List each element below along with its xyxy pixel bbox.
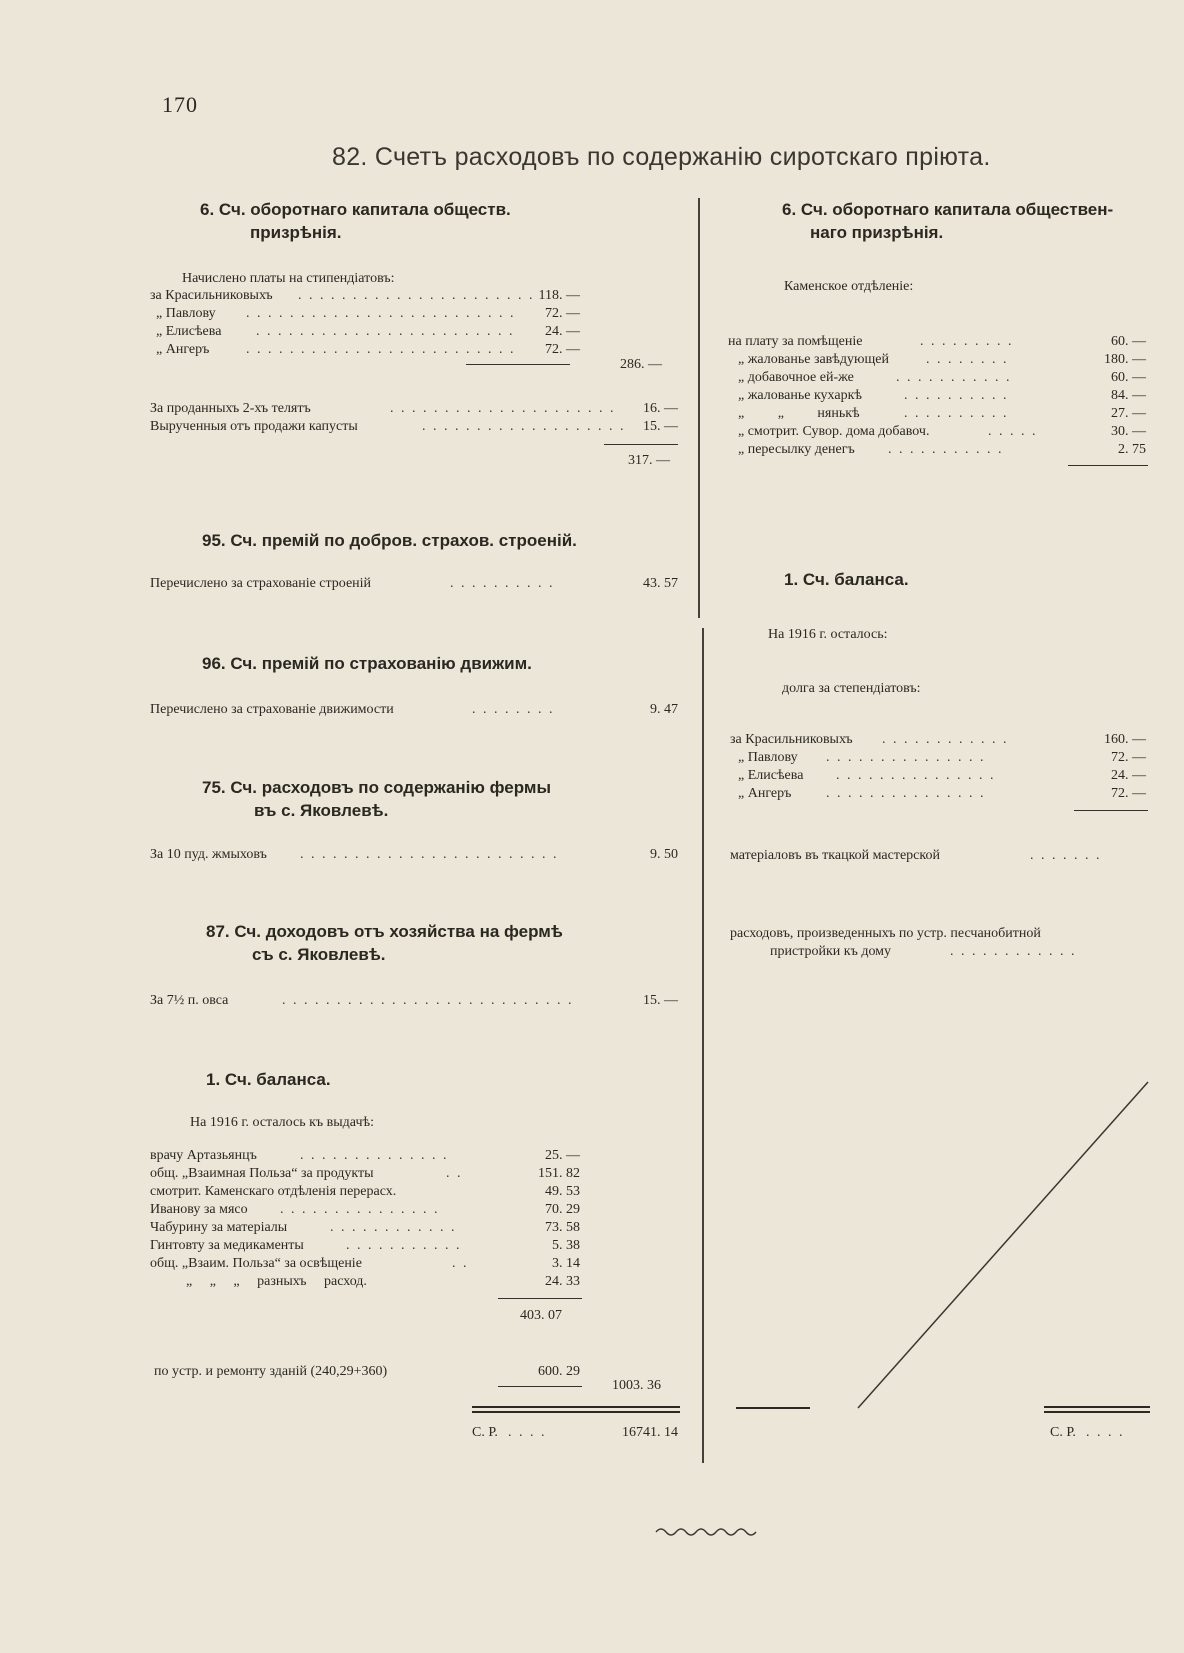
ledger-value: 73. 58 — [545, 1220, 580, 1235]
left-s87-heading: 87. Сч. доходовъ отъ хозяйства на фермѣ съ с. Яковлевѣ. — [206, 922, 563, 964]
left-s75-row: За 10 пуд. жмыховъ . . . . . . . . . . . . . . . . . . . . . . . . 9. 50 — [150, 847, 678, 862]
right-closing-rule-1 — [1044, 1406, 1150, 1408]
ledger-value: 15. — — [643, 419, 678, 434]
ledger-value: 72. — — [1111, 786, 1146, 801]
ledger-label: „ Елисѣева — [738, 768, 804, 783]
ledger-label: Иванову за мясо — [150, 1202, 248, 1217]
left-s1-rows: врачу Артазьянцъ . . . . . . . . . . . . . . 25. — общ. „Взаимная Польза“ за продукты . . 151. 82 смотрит. Каменскаго отдѣленія перерасх. 49. 53 Иванову за мясо . . . . . . . . . . . . . . . 70. 29 Чабурину за матеріалы . . . . . . . . . . . . 73. 58 Гинтовту за медикаменты . . . . . . . . . . . 5. 38 общ. „Взаим. Польза“ за освѣщеніе . . 3. 14 „ „ „ разныхъ расход. 24. 33 — [150, 1148, 580, 1289]
right-s1-rows: за Красильниковыхъ . . . . . . . . . . . . 160. — „ Павлову . . . . . . . . . . . . . . . 72. — „ Елисѣева . . . . . . . . . . . . . . . 24. — „ Ангеръ . . . . . . . . . . . . . . . 72. — — [730, 732, 1146, 801]
right-s1-heading: 1. Сч. баланса. — [784, 570, 909, 589]
ledger-label: „ „ „ разныхъ расход. — [186, 1274, 367, 1289]
left-s6-rows: за Красильниковыхъ . . . . . . . . . . . . . . . . . . . . . . 118. — „ Павлову . . . . . . . . . . . . . . . . . . . . . . . . . 72. — „ Елисѣева . . . . . . . . . . . . . . . . . . . . . . . . 24. — „ Ангеръ . . . . . . . . . . . . . . . . . . . . . . . . . 72. — — [150, 288, 580, 357]
ledger-label: Чабурину за матеріалы — [150, 1220, 288, 1235]
ledger-label: за Красильниковыхъ — [150, 288, 273, 303]
ledger-label: Перечислено за страхованіе движимости — [150, 702, 394, 717]
ledger-label: За 10 пуд. жмыховъ — [150, 847, 267, 862]
ledger-label: на плату за помѣщеніе — [728, 334, 863, 349]
ledger-label: За 7½ п. овса — [150, 993, 229, 1008]
ledger-label: „ жалованье завѣдующей — [738, 352, 889, 367]
ledger-value: 60. — — [1111, 370, 1146, 385]
ledger-value: 72. — — [545, 342, 580, 357]
ledger-value: 43. 57 — [643, 576, 678, 591]
ledger-value: 600. 29 — [538, 1364, 580, 1379]
ledger-value: 60. — — [1111, 334, 1146, 349]
left-s6-extra: За проданныхъ 2-хъ телятъ . . . . . . . . . . . . . . . . . . . . . 16. — Вырученныя отъ продажи капусты . . . . . . . . . . . . . . . . . . . 15. — — [150, 401, 678, 434]
right-s1-expenses: расходовъ, произведенныхъ по устр. песчанобитной пристройки къ дому . . . . . . . . . . . . — [730, 926, 1077, 959]
ledger-value: 84. — — [1111, 388, 1146, 403]
sr-label: С. Р. — [1050, 1425, 1076, 1440]
ledger-value: 5. 38 — [552, 1238, 580, 1253]
left-sr: С. Р. . . . . 16741. 14 — [472, 1425, 678, 1440]
ledger-value: 3. 14 — [552, 1256, 580, 1271]
right-s1-intro: На 1916 г. осталось: — [768, 627, 888, 642]
ledger-label: „ добавочное ей-же — [738, 370, 854, 385]
ledger-value: 72. — — [1111, 750, 1146, 765]
ledger-value: 2. 75 — [1118, 442, 1146, 457]
ledger-label: врачу Артазьянцъ — [150, 1148, 257, 1163]
left-s95-heading: 95. Сч. премій по добров. страхов. строеній. — [202, 531, 577, 550]
ornament-squiggle — [654, 1526, 764, 1538]
right-left-closing-rule — [736, 1407, 810, 1409]
right-s1-materials: матеріаловъ въ ткацкой мастерской . . . . . . . — [730, 848, 1102, 863]
ledger-value: 160. — — [1104, 732, 1146, 747]
page-number: 170 — [162, 92, 198, 117]
ledger-value: 24. — — [1111, 768, 1146, 783]
right-s1-subintro: долга за степендіатовъ: — [782, 681, 921, 696]
left-s6-intro: Начислено платы на стипендіатовъ: — [182, 271, 395, 286]
ledger-value: 24. — — [545, 324, 580, 339]
ledger-value: 180. — — [1104, 352, 1146, 367]
ledger-value: 15. — — [643, 993, 678, 1008]
left-s1-heading: 1. Сч. баланса. — [206, 1070, 331, 1089]
ledger-value: 70. 29 — [545, 1202, 580, 1217]
right-sr: С. Р. . . . . — [1050, 1425, 1125, 1440]
ledger-label: пристройки къ дому — [770, 944, 892, 959]
right-s6-intro: Каменское отдѣленіе: — [784, 279, 914, 294]
ledger-label: расходовъ, произведенныхъ по устр. песчанобитной — [730, 926, 1041, 941]
left-s6-subtotal: 286. — — [620, 357, 662, 372]
ledger-label: матеріаловъ въ ткацкой мастерской — [730, 848, 940, 863]
sr-label: С. Р. — [472, 1425, 498, 1440]
ledger-label: „ Павлову — [738, 750, 798, 765]
left-s1-subtotal: 403. 07 — [520, 1308, 562, 1323]
ledger-value: 30. — — [1111, 424, 1146, 439]
ledger-label: „ Ангеръ — [738, 786, 792, 801]
ledger-label: „ смотрит. Сувор. дома добавоч. — [738, 424, 930, 439]
ledger-label: общ. „Взаим. Польза“ за освѣщеніе — [150, 1256, 362, 1271]
ledger-value: 16. — — [643, 401, 678, 416]
left-s6-total: 317. — — [628, 453, 670, 468]
ledger-label: Гинтовту за медикаменты — [150, 1238, 304, 1253]
ledger-label: за Красильниковыхъ — [730, 732, 853, 747]
ledger-label: За проданныхъ 2-хъ телятъ — [150, 401, 311, 416]
ledger-value: 27. — — [1111, 406, 1146, 421]
left-s1-intro: На 1916 г. осталось къ выдачѣ: — [190, 1115, 374, 1130]
page-title: 82. Счетъ расходовъ по содержанію сиротскаго пріюта. — [332, 143, 991, 171]
left-s6-heading: 6. Сч. оборотнаго капитала обществ. призрѣнія. — [200, 200, 511, 242]
ledger-label: „ Ангеръ — [156, 342, 210, 357]
ledger-value: 25. — — [545, 1148, 580, 1163]
ledger-value: 72. — — [545, 306, 580, 321]
sr-value: 16741. 14 — [622, 1425, 678, 1440]
ledger-value: 9. 47 — [650, 702, 678, 717]
left-s96-row: Перечислено за страхованіе движимости . . . . . . . . 9. 47 — [150, 702, 678, 717]
ledger-label: по устр. и ремонту зданій (240,29+360) — [154, 1364, 388, 1379]
ledger-label: Перечислено за страхованіе строеній — [150, 576, 372, 591]
ledger-value: 49. 53 — [545, 1184, 580, 1199]
right-s6-heading: 6. Сч. оборотнаго капитала обществен- наго призрѣнія. — [782, 200, 1114, 242]
ledger-label: „ жалованье кухаркѣ — [738, 388, 862, 403]
ledger-value: 9. 50 — [650, 847, 678, 862]
left-s75-heading: 75. Сч. расходовъ по содержанію фермы въ с. Яковлевѣ. — [202, 778, 552, 820]
ledger-label: „ Елисѣева — [156, 324, 222, 339]
ledger-value: 118. — — [538, 288, 580, 303]
ledger-label: общ. „Взаимная Польза“ за продукты — [150, 1166, 374, 1181]
ledger-label: „ Павлову — [156, 306, 216, 321]
ledger-value: 24. 33 — [545, 1274, 580, 1289]
left-s95-row: Перечислено за страхованіе строеній . . . . . . . . . . 43. 57 — [150, 576, 678, 591]
left-s1-total: 1003. 36 — [612, 1378, 661, 1393]
left-s96-heading: 96. Сч. премій по страхованію движим. — [202, 654, 532, 673]
ledger-label: Вырученныя отъ продажи капусты — [150, 419, 358, 434]
ledger-label: „ „ нянькѣ — [738, 406, 860, 421]
left-s87-row: За 7½ п. овса . . . . . . . . . . . . . . . . . . . . . . . . . . . 15. — — [150, 993, 678, 1008]
ledger-label: смотрит. Каменскаго отдѣленія перерасх. — [150, 1184, 397, 1199]
ledger-label: „ пересылку денегъ — [738, 442, 855, 457]
right-closing-rule-2 — [1044, 1411, 1150, 1413]
ledger-value: 151. 82 — [538, 1166, 580, 1181]
right-s6-rows: на плату за помѣщеніе . . . . . . . . . 60. — „ жалованье завѣдующей . . . . . . . . 180. — „ добавочное ей-же . . . . . . . . . . . 60. — „ жалованье кухаркѣ . . . . . . . . . . 84. — „ „ нянькѣ . . . . . . . . . . 27. — „ смотрит. Сувор. дома добавоч. . . . . . 30. — „ пересылку денегъ . . . . . . . . . . . 2. 75 — [728, 334, 1146, 457]
